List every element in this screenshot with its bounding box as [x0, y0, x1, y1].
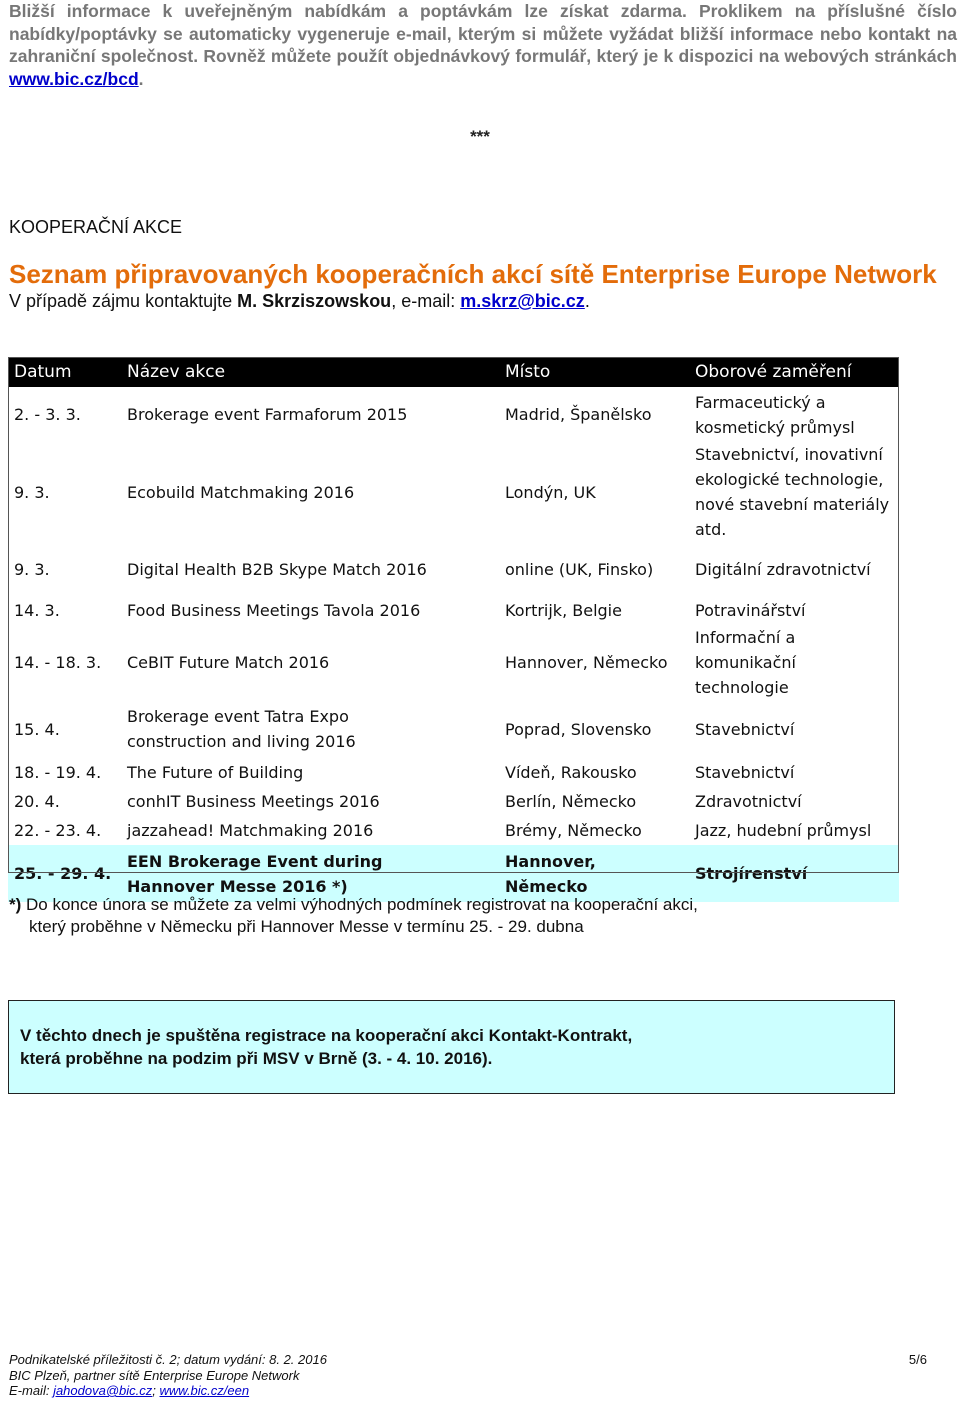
cell-name: The Future of Building [127, 763, 304, 782]
notice-box [8, 1000, 895, 1094]
cell-name: EEN Brokerage Event during Hannover Messe 2016 *) [121, 845, 499, 902]
cell-place: Poprad, Slovensko [505, 719, 652, 739]
cell-date: 14. 3. [14, 601, 60, 620]
cell-date: 14. - 18. 3. [14, 653, 102, 672]
cell-name: Brokerage event Farmaforum 2015 [127, 405, 408, 424]
table-row [8, 787, 899, 816]
contact-middle: , e-mail: [391, 291, 461, 311]
header-place: Místo [499, 357, 689, 387]
page-title: Seznam připravovaných kooperačních akcí sítě Enterprise Europe Network [9, 259, 937, 289]
footer-line-3 [9, 1383, 927, 1399]
cell-date: 2. - 3. 3. [14, 405, 81, 424]
contact-line [9, 291, 590, 312]
cell-field: Stavebnictví [695, 719, 795, 739]
footnote-line-2: který proběhne v Německu při Hannover Messe v termínu 25. - 29. dubna [29, 917, 584, 936]
bcd-link[interactable]: www.bic.cz/bcd [9, 68, 139, 89]
page-number: 5/6 [908, 1352, 927, 1367]
cell-field: Stavebnictví [695, 763, 795, 782]
intro-paragraph [9, 0, 957, 90]
footer-line-1: Podnikatelské příležitosti č. 2; datum vydání: 8. 2. 2016 [9, 1352, 327, 1367]
cell-date: 15. 4. [14, 719, 60, 739]
footer-line-2: BIC Plzeň, partner sítě Enterprise Europe Network [9, 1367, 300, 1383]
cell-place: Hannover, Německo [505, 653, 668, 672]
table-row [8, 542, 899, 596]
cell-name: Ecobuild Matchmaking 2016 [127, 482, 355, 502]
table-row [8, 625, 899, 700]
cell-name: Brokerage event Tatra Expo construction and living 2016 [127, 707, 356, 751]
cell-field: Strojírenství [689, 845, 899, 902]
cell-date: 9. 3. [14, 482, 50, 502]
table-row [8, 387, 899, 442]
contact-end: . [584, 291, 590, 311]
footnote-marker: *) [9, 895, 22, 914]
contact-name: M. Skrziszowskou [237, 291, 392, 311]
table-header-row [8, 357, 899, 387]
page-footer [9, 1352, 927, 1399]
header-name: Název akce [121, 357, 499, 387]
events-table [8, 357, 899, 902]
table-row [8, 442, 899, 542]
table-row [8, 758, 899, 787]
cell-field: Informační a komunikační technologie [695, 628, 796, 697]
cell-place: online (UK, Finsko) [505, 559, 654, 579]
cell-name: Food Business Meetings Tavola 2016 [127, 601, 421, 620]
header-field: Oborové zaměření [689, 357, 899, 387]
cell-field: Farmaceutický a kosmetický průmysl [695, 392, 855, 437]
footnote [9, 894, 698, 938]
cell-field: Zdravotnictví [695, 792, 802, 811]
cell-field: Potravinářství [695, 601, 806, 620]
footer-email-link[interactable]: jahodova@bic.cz [53, 1383, 153, 1398]
intro-end: . [138, 68, 144, 89]
separator: *** [470, 127, 490, 146]
cell-place: Brémy, Německo [505, 821, 642, 840]
cell-date: 20. 4. [14, 792, 60, 811]
cell-field: Stavebnictví, inovativní ekologické technologie, nové stavební materiály atd. [695, 445, 890, 539]
cell-place: Vídeň, Rakousko [505, 763, 637, 782]
contact-email-link[interactable]: m.skrz@bic.cz [460, 291, 585, 311]
cell-date: 9. 3. [14, 559, 50, 579]
cell-place: Kortrijk, Belgie [505, 601, 622, 620]
intro-text: Bližší informace k uveřejněným nabídkám a poptávkám lze získat zdarma. Proklikem na příslušné číslo nabídky/poptávky se automaticky vygeneruje e-mail, kterým si můžete vyžádat bližší informace nebo kontakt na zahraniční společnost. Rovněž můžete použít objednávkový formulář, který je k dispozici na webových stránkách [9, 1, 957, 66]
footer-email-label: E-mail: [9, 1383, 54, 1398]
section-heading: KOOPERAČNÍ AKCE [9, 217, 183, 237]
cell-name: CeBIT Future Match 2016 [127, 653, 330, 672]
footer-sep: ; [152, 1383, 160, 1398]
cell-date: 22. - 23. 4. [14, 821, 102, 840]
cell-field: Digitální zdravotnictví [695, 559, 871, 579]
footnote-line-1 [9, 894, 698, 916]
table-row [8, 596, 899, 625]
cell-field: Jazz, hudební průmysl [695, 821, 872, 840]
cell-name: conhIT Business Meetings 2016 [127, 792, 380, 811]
header-date: Datum [8, 357, 121, 387]
cell-date: 25. - 29. 4. [8, 845, 121, 902]
cell-date: 18. - 19. 4. [14, 763, 102, 782]
cell-name: Digital Health B2B Skype Match 2016 [127, 559, 427, 579]
cell-place: Berlín, Německo [505, 792, 637, 811]
contact-prefix: V případě zájmu kontaktujte [9, 291, 238, 311]
cell-place: Hannover, Německo [499, 845, 689, 902]
cell-name: jazzahead! Matchmaking 2016 [127, 821, 374, 840]
notice-line-2: která proběhne na podzim při MSV v Brně (3. - 4. 10. 2016). [20, 1049, 493, 1068]
cell-place: Londýn, UK [505, 482, 596, 502]
footer-web-link[interactable]: www.bic.cz/een [159, 1383, 250, 1398]
table-row [8, 816, 899, 845]
footnote-text-1: Do konce února se můžete za velmi výhodných podmínek registrovat na kooperační akci, [21, 895, 698, 914]
notice-line-1: V těchto dnech je spuštěna registrace na kooperační akci Kontakt-Kontrakt, [20, 1026, 633, 1045]
table-row [8, 700, 899, 758]
cell-place: Madrid, Španělsko [505, 405, 652, 424]
